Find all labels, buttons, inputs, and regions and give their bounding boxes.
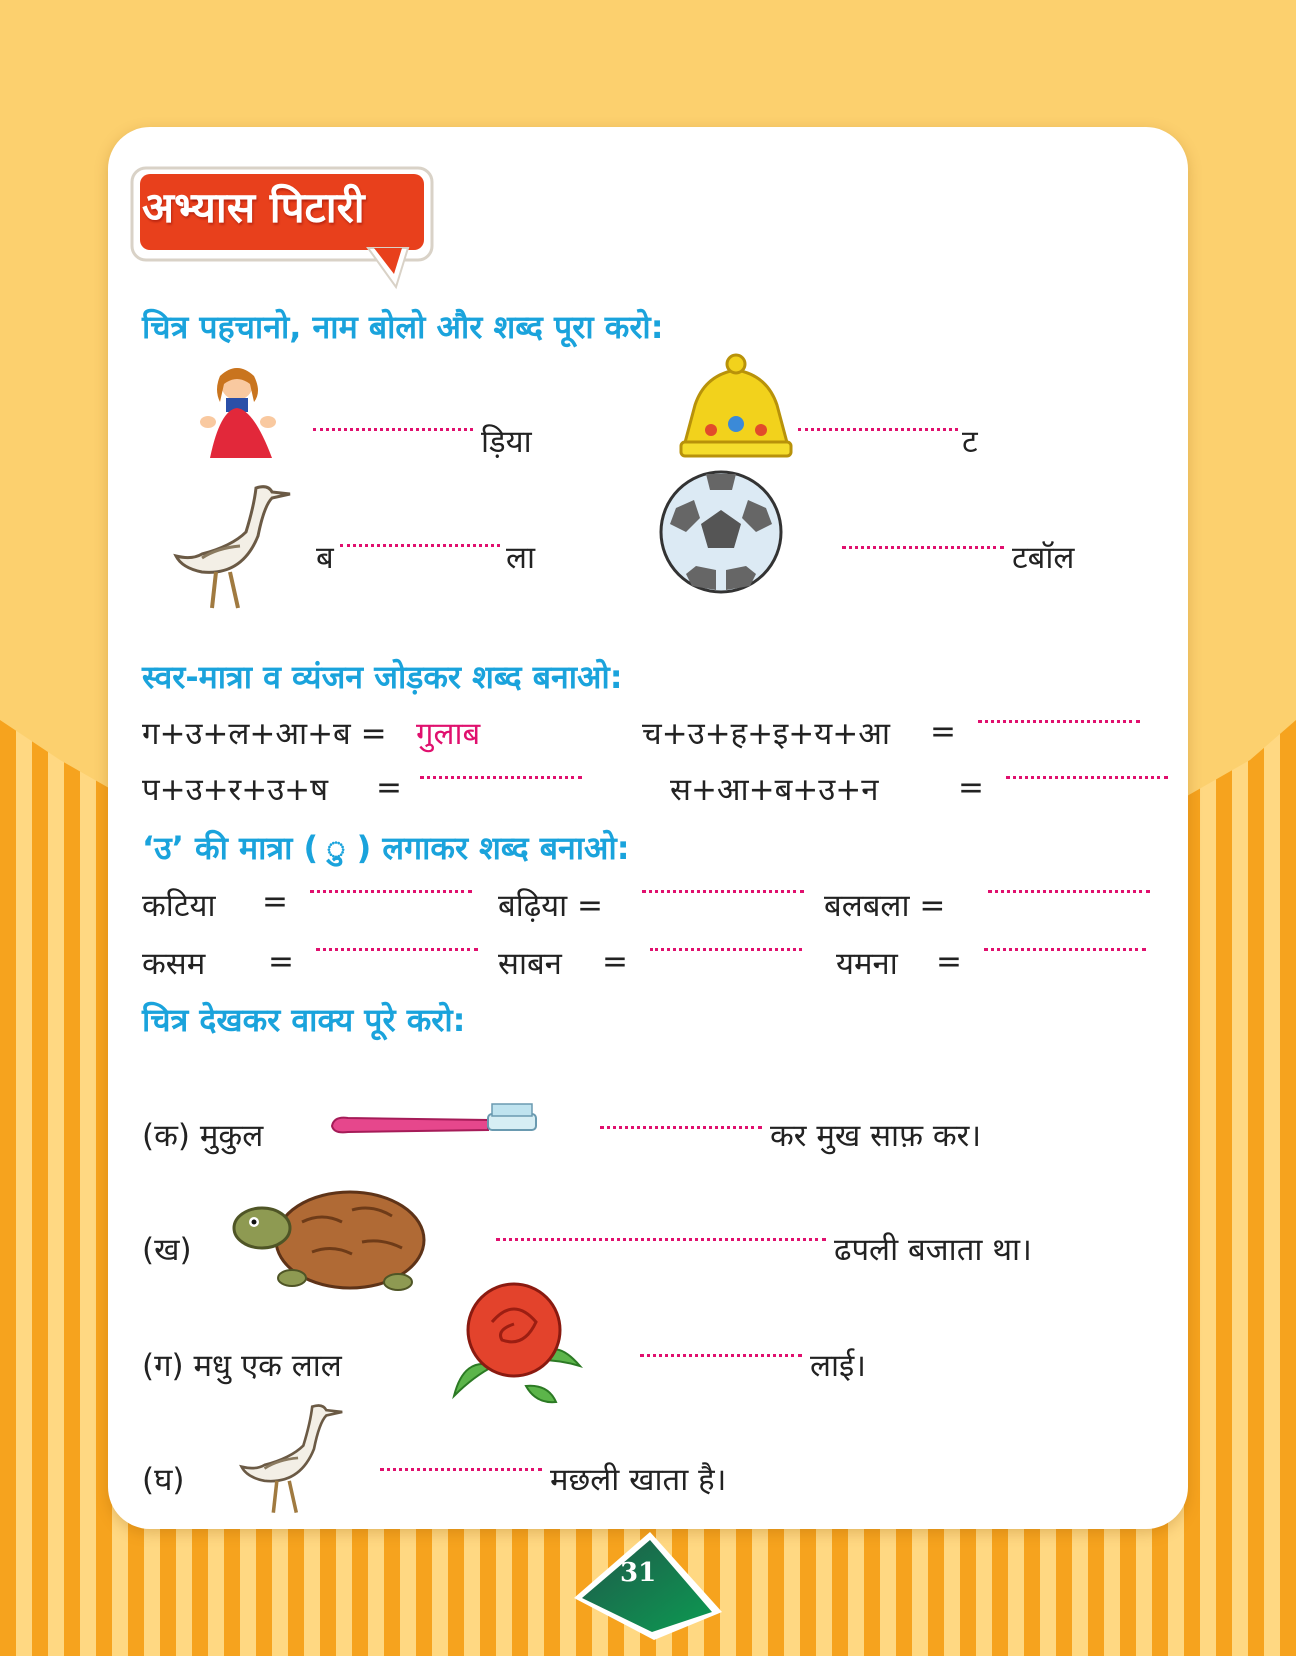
word-5: साबन bbox=[498, 946, 562, 982]
sentence-suffix-4: मछली खाता है। bbox=[550, 1462, 727, 1498]
page-number: 31 bbox=[620, 1558, 657, 1588]
blank-expr-2[interactable] bbox=[978, 720, 1140, 723]
expr-4: स+आ+ब+उ+न bbox=[670, 772, 879, 808]
expr-2-eq: = bbox=[930, 714, 956, 750]
word-suffix-4: टबॉल bbox=[1012, 540, 1075, 576]
section2-heading: स्वर-मात्रा व व्यंजन जोड़कर शब्द बनाओ: bbox=[142, 658, 623, 696]
football-icon bbox=[656, 470, 786, 594]
expr-3: प+उ+र+उ+ष bbox=[142, 772, 329, 808]
section1-heading: चित्र पहचानो, नाम बोलो और शब्द पूरा करो: bbox=[142, 308, 664, 346]
word-1-eq: = bbox=[262, 884, 288, 920]
word-6-eq: = bbox=[936, 944, 962, 980]
toothbrush-icon bbox=[328, 1100, 542, 1140]
crane-icon bbox=[172, 476, 292, 614]
word-4-eq: = bbox=[268, 944, 294, 980]
blank-expr-4[interactable] bbox=[1006, 776, 1168, 779]
word-suffix-3: ला bbox=[506, 540, 536, 576]
expr-4-eq: = bbox=[958, 770, 984, 806]
doll-icon bbox=[190, 362, 280, 462]
blank-2[interactable] bbox=[798, 428, 958, 431]
blank-4[interactable] bbox=[842, 546, 1004, 549]
word-suffix-2: ट bbox=[962, 424, 978, 460]
crane-small-icon bbox=[238, 1396, 344, 1518]
blank-sentence-1[interactable] bbox=[600, 1126, 762, 1129]
sentence-label-2: (ख) bbox=[142, 1232, 192, 1268]
blank-word-4[interactable] bbox=[316, 948, 478, 951]
blank-sentence-4[interactable] bbox=[380, 1468, 542, 1471]
word-4: कसम bbox=[142, 946, 206, 982]
section3-heading: ‘उ’ की मात्रा ( ु ) लगाकर शब्द बनाओ: bbox=[142, 829, 630, 867]
answer-1: गुलाब bbox=[416, 716, 481, 752]
blank-word-6[interactable] bbox=[984, 948, 1146, 951]
blank-expr-3[interactable] bbox=[420, 776, 582, 779]
blank-word-3[interactable] bbox=[988, 890, 1150, 893]
word-5-eq: = bbox=[602, 944, 628, 980]
word-suffix-1: ड़िया bbox=[481, 424, 532, 460]
word-3: बलबला = bbox=[824, 888, 946, 924]
rose-icon bbox=[444, 1276, 590, 1406]
blank-word-5[interactable] bbox=[650, 948, 802, 951]
sentence-suffix-3: लाई। bbox=[810, 1348, 867, 1384]
sentence-suffix-2: ढपली बजाता था। bbox=[834, 1232, 1032, 1268]
blank-1[interactable] bbox=[313, 428, 473, 431]
expr-1: ग+उ+ल+आ+ब = bbox=[142, 716, 387, 752]
word-1: कटिया bbox=[142, 888, 216, 924]
blank-3[interactable] bbox=[340, 544, 500, 547]
blank-sentence-2[interactable] bbox=[496, 1238, 826, 1241]
word-prefix-3: ब bbox=[316, 540, 334, 576]
crown-icon bbox=[675, 350, 797, 458]
blank-sentence-3[interactable] bbox=[640, 1354, 802, 1357]
blank-word-1[interactable] bbox=[310, 890, 472, 893]
section4-heading: चित्र देखकर वाक्य पूरे करो: bbox=[142, 1001, 466, 1039]
sentence-suffix-1: कर मुख साफ़ कर। bbox=[770, 1118, 982, 1154]
blank-word-2[interactable] bbox=[642, 890, 804, 893]
badge-title: अभ्यास पिटारी bbox=[142, 183, 365, 232]
tortoise-icon bbox=[232, 1182, 432, 1294]
word-2: बढ़िया = bbox=[498, 888, 604, 924]
expr-3-eq: = bbox=[376, 770, 402, 806]
sentence-label-3: (ग) मधु एक लाल bbox=[142, 1348, 342, 1384]
word-6: यमना bbox=[836, 946, 898, 982]
expr-2: च+उ+ह+इ+य+आ bbox=[642, 716, 890, 752]
sentence-label-1: (क) मुकुल bbox=[142, 1118, 264, 1154]
sentence-label-4: (घ) bbox=[142, 1462, 185, 1498]
